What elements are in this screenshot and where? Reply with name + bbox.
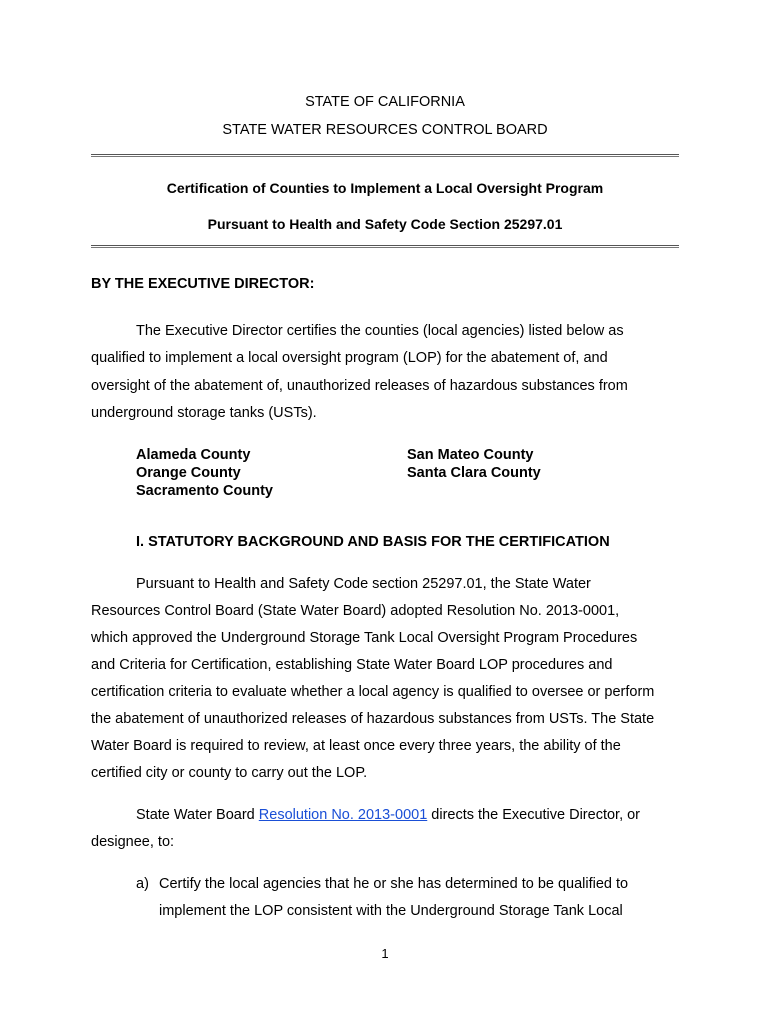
page-number: 1 [381, 946, 389, 961]
header-state: STATE OF CALIFORNIA [305, 94, 465, 110]
list-item-marker: a) [136, 876, 149, 892]
section-line: and Criteria for Certification, establishing State Water Board LOP procedures and [91, 657, 613, 673]
intro-line: qualified to implement a local oversight program (LOP) for the abatement of, and [91, 350, 608, 366]
directs-line-2: designee, to: [91, 834, 175, 850]
intro-line: underground storage tanks (USTs). [91, 405, 317, 421]
document-title: Certification of Counties to Implement a Local Oversight Program [166, 180, 604, 196]
county-item: Sacramento County [136, 483, 273, 499]
header-divider-bottom [91, 245, 679, 248]
section-line: certified city or county to carry out the LOP. [91, 765, 368, 781]
section-line: the abatement of unauthorized releases of hazardous substances from USTs. The State [91, 711, 655, 727]
executive-director-heading: BY THE EXECUTIVE DIRECTOR: [91, 276, 315, 292]
section-line: certification criteria to evaluate whether a local agency is qualified to oversee or perform [91, 684, 655, 700]
section-line: Pursuant to Health and Safety Code section 25297.01, the State Water [136, 576, 591, 592]
intro-line: oversight of the abatement of, unauthorized releases of hazardous substances from [91, 378, 628, 394]
resolution-link[interactable]: Resolution No. 2013-0001 [258, 807, 428, 823]
header-divider-top [91, 154, 679, 157]
section-line: which approved the Underground Storage Tank Local Oversight Program Procedures [91, 630, 638, 646]
section-line: Water Board is required to review, at least once every three years, the ability of the [91, 738, 621, 754]
header-board: STATE WATER RESOURCES CONTROL BOARD [222, 122, 548, 138]
list-item-line: implement the LOP consistent with the Underground Storage Tank Local [159, 903, 623, 919]
document-subtitle: Pursuant to Health and Safety Code Section 25297.01 [207, 216, 563, 232]
directs-line [136, 807, 640, 823]
section-heading: I. STATUTORY BACKGROUND AND BASIS FOR THE CERTIFICATION [136, 534, 610, 550]
list-item-line: Certify the local agencies that he or she has determined to be qualified to [159, 876, 629, 892]
county-item: Alameda County [136, 447, 251, 463]
intro-line: The Executive Director certifies the counties (local agencies) listed below as [136, 323, 624, 339]
county-item: Orange County [136, 465, 241, 481]
county-item: Santa Clara County [407, 465, 541, 481]
county-item: San Mateo County [407, 447, 534, 463]
directs-suffix: directs the Executive Director, or [427, 807, 641, 823]
section-line: Resources Control Board (State Water Board) adopted Resolution No. 2013-0001, [91, 603, 620, 619]
directs-prefix: State Water Board [136, 807, 259, 823]
